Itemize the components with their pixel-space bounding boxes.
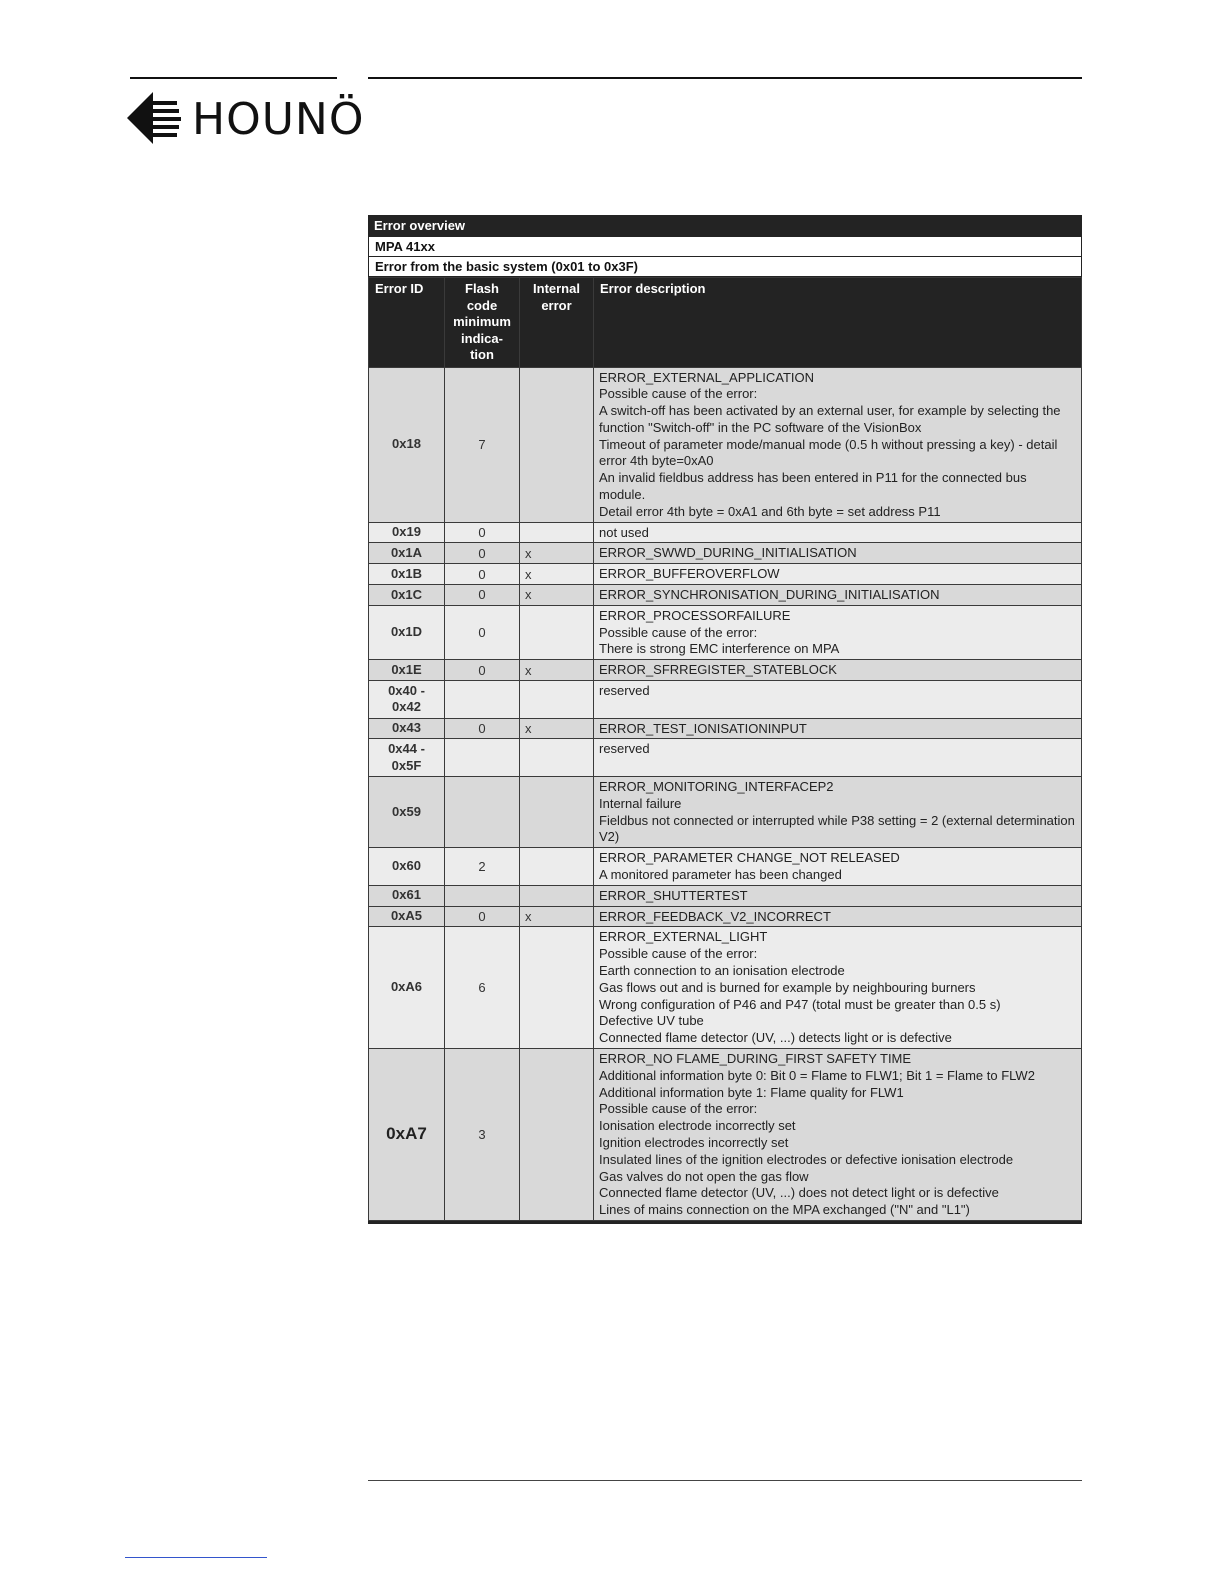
- footer-link-underline: [125, 1557, 267, 1558]
- flash-code-cell: 0: [445, 718, 520, 739]
- error-id-cell: 0xA6: [369, 927, 445, 1049]
- brand-name: HOUNÖ: [192, 94, 365, 145]
- internal-error-cell: x: [520, 718, 594, 739]
- flash-code-cell: 0: [445, 522, 520, 543]
- error-id-cell: 0x1D: [369, 605, 445, 659]
- error-name: ERROR_SHUTTERTEST: [599, 887, 748, 903]
- error-id-cell: 0x59: [369, 777, 445, 848]
- error-description-cell: [594, 522, 1082, 543]
- error-description-cell: [594, 848, 1082, 886]
- flash-code-cell: [445, 681, 520, 719]
- description-line: Lines of mains connection on the MPA exchanged ("N" and "L1"): [599, 1202, 970, 1218]
- error-description-cell: [594, 927, 1082, 1049]
- error-description-cell: [594, 564, 1082, 585]
- error-id-cell: 0x60: [369, 848, 445, 886]
- flash-code-cell: [445, 777, 520, 848]
- error-name: ERROR_FEEDBACK_V2_INCORRECT: [599, 908, 831, 924]
- error-description-cell: [594, 585, 1082, 606]
- error-id-cell: 0xA7: [369, 1048, 445, 1220]
- table-row: [369, 885, 1082, 906]
- error-name: ERROR_MONITORING_INTERFACEP2: [599, 779, 834, 795]
- description-line: Ionisation electrode incorrectly set: [599, 1118, 796, 1134]
- table-row: [369, 906, 1082, 927]
- internal-error-cell: x: [520, 543, 594, 564]
- internal-error-cell: [520, 367, 594, 522]
- error-name: ERROR_BUFFEROVERFLOW: [599, 566, 780, 582]
- error-id-cell: 0x18: [369, 367, 445, 522]
- internal-error-cell: x: [520, 906, 594, 927]
- description-line: Possible cause of the error:: [599, 1101, 758, 1117]
- error-description-cell: [594, 1048, 1082, 1220]
- description-line: Defective UV tube: [599, 1013, 704, 1029]
- description-line: Timeout of parameter mode/manual mode (0.5 h without pressing a key) - detail error 4th byte=0xA0: [599, 436, 1058, 469]
- device-label: MPA 41xx: [368, 237, 1082, 257]
- flash-code-cell: 0: [445, 605, 520, 659]
- error-id-cell: 0x40 - 0x42: [369, 681, 445, 719]
- table-body: [369, 367, 1082, 1220]
- col-error-description: Error description: [594, 278, 1082, 368]
- table-row: [369, 1048, 1082, 1220]
- table-title: Error overview: [368, 215, 1082, 237]
- table-row: [369, 367, 1082, 522]
- flash-code-cell: [445, 885, 520, 906]
- error-id-cell: 0x1C: [369, 585, 445, 606]
- error-id-cell: 0x1B: [369, 564, 445, 585]
- internal-error-cell: [520, 927, 594, 1049]
- error-name: reserved: [599, 741, 650, 757]
- table-row: [369, 927, 1082, 1049]
- internal-error-cell: [520, 605, 594, 659]
- table-row: [369, 522, 1082, 543]
- error-description-cell: [594, 660, 1082, 681]
- error-description-cell: [594, 885, 1082, 906]
- description-line: Fieldbus not connected or interrupted while P38 setting = 2 (external determination V2): [599, 812, 1075, 845]
- description-line: A switch-off has been activated by an external user, for example by selecting the function "Switch-off" in the PC software of the VisionBox: [599, 403, 1061, 435]
- error-id-cell: 0x19: [369, 522, 445, 543]
- internal-error-cell: [520, 885, 594, 906]
- description-line: Additional information byte 1: Flame quality for FLW1: [599, 1084, 904, 1100]
- internal-error-cell: [520, 522, 594, 543]
- internal-error-cell: [520, 739, 594, 777]
- description-line: Additional information byte 0: Bit 0 = Flame to FLW1; Bit 1 = Flame to FLW2: [599, 1067, 1035, 1083]
- error-id-cell: 0x1E: [369, 660, 445, 681]
- error-id-cell: 0x44 - 0x5F: [369, 739, 445, 777]
- table-row: [369, 681, 1082, 719]
- error-id-cell: 0xA5: [369, 906, 445, 927]
- description-line: Gas flows out and is burned for example by neighbouring burners: [599, 979, 976, 995]
- description-line: Detail error 4th byte = 0xA1 and 6th byte = set address P11: [599, 503, 941, 519]
- description-line: Possible cause of the error:: [599, 946, 758, 962]
- col-error-id: Error ID: [369, 278, 445, 368]
- internal-error-cell: x: [520, 585, 594, 606]
- col-flash-code: Flash code minimum indica- tion: [445, 278, 520, 368]
- description-line: Wrong configuration of P46 and P47 (total must be greater than 0.5 s): [599, 996, 1001, 1012]
- error-description-cell: [594, 718, 1082, 739]
- error-name: ERROR_TEST_IONISATIONINPUT: [599, 720, 807, 736]
- table-row: [369, 605, 1082, 659]
- error-table: [368, 277, 1082, 1221]
- description-line: Possible cause of the error:: [599, 386, 758, 402]
- section-label: Error from the basic system (0x01 to 0x3F): [368, 257, 1082, 277]
- error-id-cell: 0x1A: [369, 543, 445, 564]
- error-description-cell: [594, 906, 1082, 927]
- flash-code-cell: 2: [445, 848, 520, 886]
- error-name: ERROR_NO FLAME_DURING_FIRST SAFETY TIME: [599, 1050, 912, 1066]
- footer-rule: [368, 1480, 1082, 1481]
- error-description-cell: [594, 605, 1082, 659]
- houno-logo-icon: [127, 92, 187, 144]
- table-row: [369, 777, 1082, 848]
- flash-code-cell: 0: [445, 564, 520, 585]
- flash-code-cell: 3: [445, 1048, 520, 1220]
- error-description-cell: [594, 543, 1082, 564]
- error-name: reserved: [599, 683, 650, 699]
- brand-logo: [127, 92, 365, 145]
- description-line: An invalid fieldbus address has been entered in P11 for the connected bus module.: [599, 470, 1027, 503]
- table-row: [369, 660, 1082, 681]
- error-id-cell: 0x43: [369, 718, 445, 739]
- description-line: Internal failure: [599, 795, 682, 811]
- flash-code-cell: 6: [445, 927, 520, 1049]
- description-line: Connected flame detector (UV, ...) detects light or is defective: [599, 1030, 952, 1046]
- col-internal-error: Internal error: [520, 278, 594, 368]
- description-line: Possible cause of the error:: [599, 624, 758, 640]
- flash-code-cell: [445, 739, 520, 777]
- table-row: [369, 718, 1082, 739]
- internal-error-cell: [520, 777, 594, 848]
- header-rule-left: [130, 77, 337, 79]
- table-row: [369, 739, 1082, 777]
- error-name: ERROR_SWWD_DURING_INITIALISATION: [599, 545, 857, 561]
- error-description-cell: [594, 681, 1082, 719]
- error-name: ERROR_SFRREGISTER_STATEBLOCK: [599, 662, 837, 678]
- internal-error-cell: [520, 848, 594, 886]
- flash-code-cell: 0: [445, 906, 520, 927]
- table-row: [369, 564, 1082, 585]
- error-name: ERROR_SYNCHRONISATION_DURING_INITIALISATION: [599, 587, 940, 603]
- description-line: [599, 700, 1076, 717]
- header-rule-right: [368, 77, 1082, 79]
- table-bottom-rule: [368, 1221, 1082, 1224]
- error-name: ERROR_EXTERNAL_LIGHT: [599, 929, 768, 945]
- description-line: Connected flame detector (UV, ...) does not detect light or is defective: [599, 1185, 999, 1201]
- description-line: Insulated lines of the ignition electrodes or defective ionisation electrode: [599, 1151, 1014, 1167]
- internal-error-cell: x: [520, 564, 594, 585]
- error-name: not used: [599, 524, 649, 540]
- error-description-cell: [594, 739, 1082, 777]
- description-line: [599, 758, 1076, 775]
- flash-code-cell: 0: [445, 585, 520, 606]
- error-name: ERROR_EXTERNAL_APPLICATION: [599, 369, 815, 385]
- table-row: [369, 543, 1082, 564]
- description-line: A monitored parameter has been changed: [599, 867, 842, 883]
- flash-code-cell: 0: [445, 543, 520, 564]
- internal-error-cell: [520, 681, 594, 719]
- description-line: Gas valves do not open the gas flow: [599, 1168, 809, 1184]
- error-description-cell: [594, 367, 1082, 522]
- description-line: There is strong EMC interference on MPA: [599, 641, 840, 657]
- internal-error-cell: [520, 1048, 594, 1220]
- internal-error-cell: x: [520, 660, 594, 681]
- error-name: ERROR_PROCESSORFAILURE: [599, 607, 791, 623]
- error-name: ERROR_PARAMETER CHANGE_NOT RELEASED: [599, 850, 900, 866]
- error-description-cell: [594, 777, 1082, 848]
- description-line: Earth connection to an ionisation electrode: [599, 963, 845, 978]
- error-id-cell: 0x61: [369, 885, 445, 906]
- flash-code-cell: 7: [445, 367, 520, 522]
- error-overview-table: [368, 215, 1082, 1224]
- table-row: [369, 848, 1082, 886]
- flash-code-cell: 0: [445, 660, 520, 681]
- table-row: [369, 585, 1082, 606]
- description-line: Ignition electrodes incorrectly set: [599, 1134, 789, 1150]
